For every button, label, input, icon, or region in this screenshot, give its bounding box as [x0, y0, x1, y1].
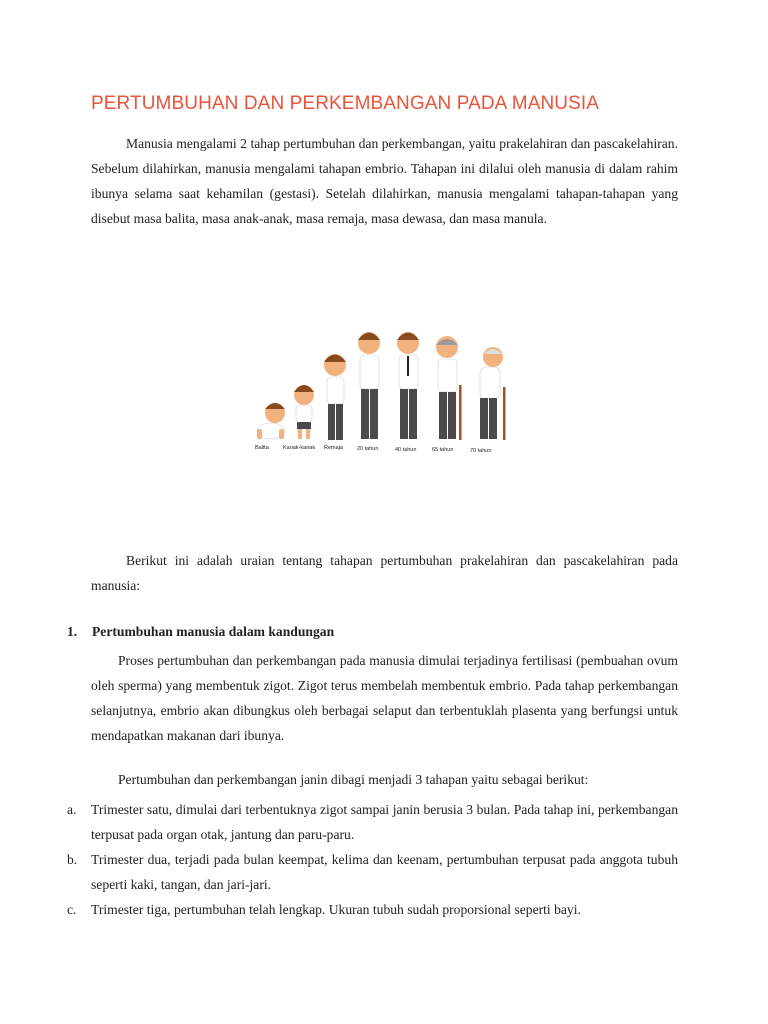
list-text: Trimester tiga, pertumbuhan telah lengkap. Ukuran tubuh sudah proporsional seperti bayi. [91, 902, 581, 917]
list-text: Trimester dua, terjadi pada bulan keempat, kelima dan keenam, pertumbuhan terpusat pada anggota tubuh seperti kaki, tangan, dan jari-jari. [91, 852, 678, 892]
section-number: 1. [67, 624, 78, 639]
figure-20-tahun [358, 332, 380, 439]
figure-remaja [324, 354, 346, 440]
growth-stages-figure [247, 325, 517, 460]
figure-65-tahun [436, 336, 462, 440]
list-letter: b. [67, 852, 78, 867]
stage-label-remaja: Remaja [324, 445, 343, 451]
page-title: PERTUMBUHAN DAN PERKEMBANGAN PADA MANUSIA [91, 93, 600, 114]
list-item [67, 847, 678, 897]
figure-40-tahun [397, 332, 419, 439]
berikut-paragraph: Berikut ini adalah uraian tentang tahapan pertumbuhan prakelahiran dan pascakelahiran pada manusia: [91, 553, 678, 593]
intro-paragraph: Manusia mengalami 2 tahap pertumbuhan dan perkembangan, yaitu prakelahiran dan pascakelahiran. Sebelum dilahirkan, manusia mengalami tahapan embrio. Tahapan ini dilalui oleh manusia di dalam rahim ibunya selama saat kehamilan (gestasi). Setelah dilahirkan, manusia mengalami tahapan-tahapan yang disebut masa balita, masa anak-anak, masa remaja, masa dewasa, dan masa manula. [91, 136, 678, 226]
section-heading-text: Pertumbuhan manusia dalam kandungan [92, 624, 335, 639]
stage-label-70-tahun: 70 tahun [470, 448, 492, 454]
list-item [67, 797, 678, 847]
trimester-list [67, 797, 678, 922]
list-item [67, 897, 678, 922]
stage-label-20-tahun: 20 tahun [357, 446, 379, 452]
figure-70-tahun [480, 347, 506, 440]
section-1-heading [67, 624, 334, 640]
kandungan-paragraph: Proses pertumbuhan dan perkembangan pada manusia dimulai terjadinya fertilisasi (pembuahan ovum oleh sperma) yang membentuk zigot. Zigot terus membelah membentuk embrio. Pada tahap perkembangan selanjutnya, embrio akan dibungkus oleh berbagai selaput dan terbentuklah plasenta yang berfungsi untuk mendapatkan makanan dari ibunya. [91, 653, 678, 743]
list-letter: a. [67, 802, 77, 817]
janin-intro: Pertumbuhan dan perkembangan janin dibagi menjadi 3 tahapan yaitu sebagai berikut: [118, 772, 589, 787]
stage-label-kanak-kanak: Kanak-kanak [283, 445, 316, 451]
stage-label-balita: Balita [255, 445, 269, 451]
figure-balita [257, 403, 285, 439]
list-letter: c. [67, 902, 77, 917]
human-growth-illustration [247, 325, 517, 460]
stage-label-65-tahun: 65 tahun [432, 447, 454, 453]
list-text: Trimester satu, dimulai dari terbentuknya zigot sampai janin berusia 3 bulan. Pada tahap ini, perkembangan terpusat pada organ otak, jantung dan paru-paru. [91, 802, 678, 842]
stage-label-40-tahun: 40 tahun [395, 447, 417, 453]
figure-kanak-kanak [294, 385, 314, 439]
